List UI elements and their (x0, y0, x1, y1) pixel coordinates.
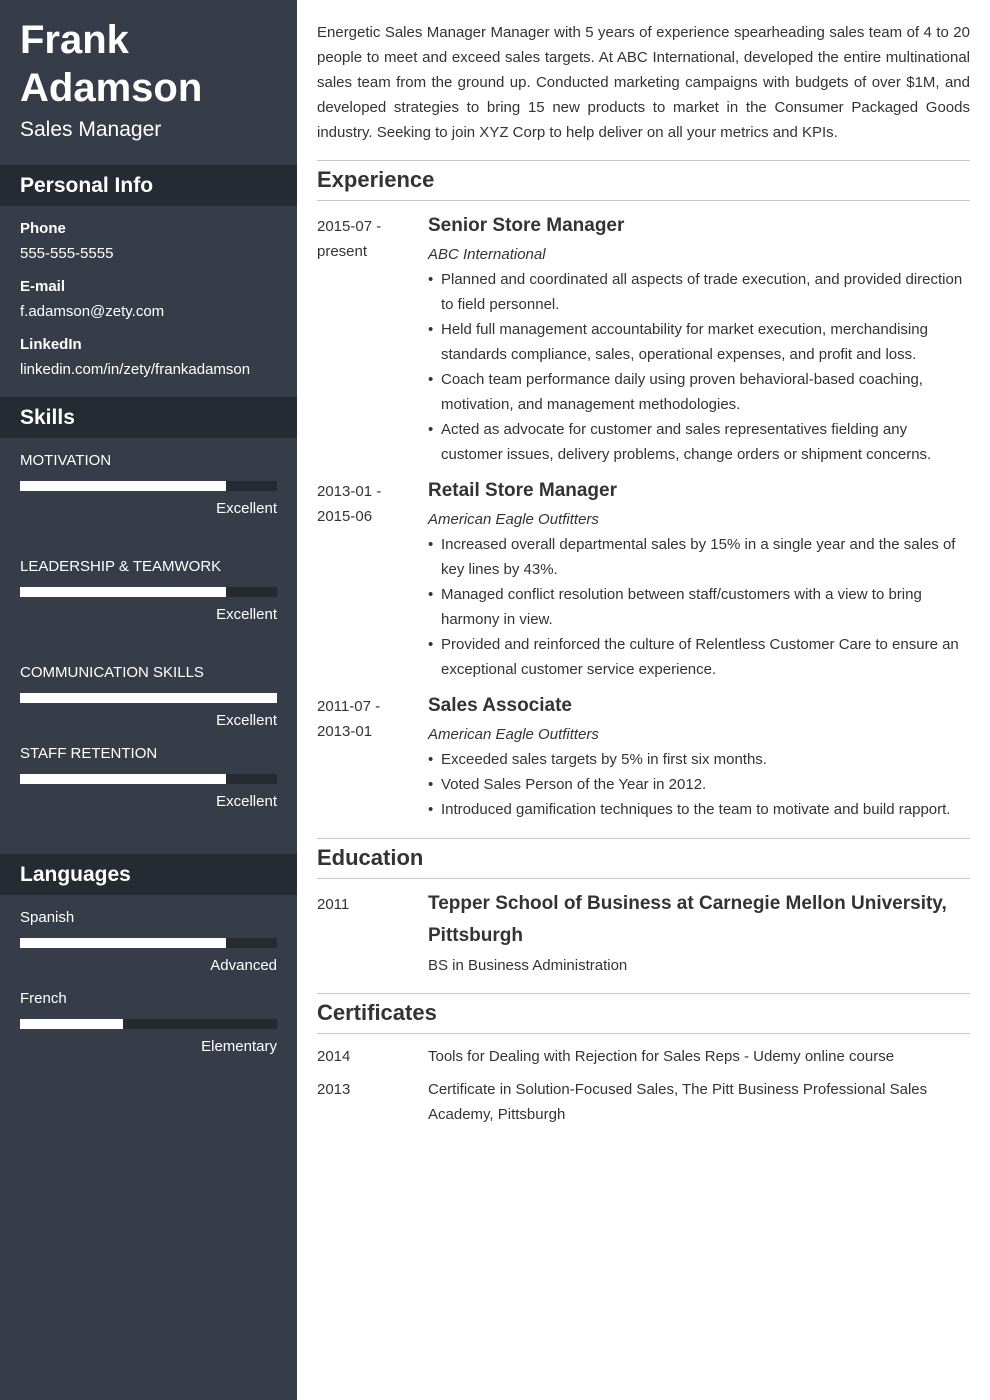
job-company: ABC International (428, 246, 546, 263)
skill-bar (20, 693, 277, 703)
languages-heading: Languages (0, 854, 297, 895)
job-date (317, 694, 417, 744)
job-bullet: • Increased overall departmental sales by 15% in a single year and the sales of key lines by 43%. (428, 532, 970, 582)
skill-bar-fill (20, 481, 226, 491)
job-entry (428, 693, 970, 822)
job-bullets (428, 267, 970, 467)
job-bullet: • Voted Sales Person of the Year in 2012. (428, 772, 970, 797)
skill-level: Excellent (216, 793, 277, 810)
job-bullet: • Held full management accountability for market execution, merchandising standards compliance, sales, operational expenses, and profit and loss. (428, 317, 970, 367)
summary: Energetic Sales Manager Manager with 5 years of experience spearheading sales team of 4 to 20 people to meet and exceed sales targets. At ABC International, developed the entire multinational sales team from the ground up. Conducted marketing campaigns with budgets of over $1M, and developed strategies to bring 15 new products to market in the Consumer Packaged Goods industry. Seeking to join XYZ Corp to help deliver on all your metrics and KPIs. (317, 24, 970, 141)
skill-level: Excellent (216, 712, 277, 729)
skill-level: Excellent (216, 500, 277, 517)
sidebar (0, 0, 297, 1400)
skill-name: STAFF RETENTION (20, 745, 158, 762)
info-value-email: f.adamson@zety.com (20, 303, 165, 320)
job-date-end: present (317, 243, 368, 260)
certificate-text: Certificate in Solution-Focused Sales, The Pitt Business Professional Sales Academy, Pittsburgh (428, 1081, 928, 1123)
education-entry (428, 888, 970, 978)
info-label-email: E-mail (20, 278, 66, 295)
job-title: Sales Manager (20, 118, 162, 141)
job-title: Retail Store Manager (428, 480, 617, 501)
job-bullet: • Provided and reinforced the culture of Relentless Customer Care to ensure an exceptional customer service experience. (428, 632, 970, 682)
info-value-linkedin: linkedin.com/in/zety/frankadamson (20, 361, 251, 378)
info-label-linkedin: LinkedIn (20, 336, 82, 353)
skill-bar-fill (20, 587, 226, 597)
language-level: Advanced (210, 957, 277, 974)
job-date-start: 2011-07 - (317, 698, 381, 715)
info-value-phone: 555-555-5555 (20, 245, 114, 262)
skills-heading: Skills (0, 397, 297, 438)
certificate-year: 2014 (317, 1048, 351, 1065)
language-bar (20, 938, 277, 948)
skill-bar (20, 587, 277, 597)
skill-name: COMMUNICATION SKILLS (20, 664, 204, 681)
job-bullet: • Coach team performance daily using proven behavioral-based coaching, motivation, and management methodologies. (428, 367, 970, 417)
education-school: Tepper School of Business at Carnegie Mellon University, Pittsburgh (428, 893, 947, 946)
job-bullet: • Planned and coordinated all aspects of trade execution, and provided direction to field personnel. (428, 267, 970, 317)
job-company: American Eagle Outfitters (428, 511, 599, 528)
language-name: French (20, 990, 67, 1007)
skill-bar (20, 481, 277, 491)
education-heading: Education (317, 838, 970, 879)
job-title: Sales Associate (428, 695, 572, 716)
education-year: 2011 (317, 896, 350, 913)
job-entry (428, 478, 970, 682)
last-name: Adamson (20, 66, 203, 110)
language-bar-fill (20, 938, 226, 948)
job-bullet: • Exceeded sales targets by 5% in first six months. (428, 747, 970, 772)
job-date-start: 2013-01 - (317, 483, 382, 500)
skill-level: Excellent (216, 606, 277, 623)
job-date-end: 2015-06 (317, 508, 373, 525)
job-title: Senior Store Manager (428, 215, 625, 236)
certificates-heading: Certificates (317, 993, 970, 1034)
experience-heading: Experience (317, 160, 970, 201)
job-bullet: • Acted as advocate for customer and sales representatives fielding any customer issues, delivery problems, change orders or shipment concerns. (428, 417, 970, 467)
info-label-phone: Phone (20, 220, 66, 237)
job-bullets (428, 747, 970, 822)
language-bar-fill (20, 1019, 123, 1029)
job-date-start: 2015-07 - (317, 218, 382, 235)
skill-bar (20, 774, 277, 784)
education-degree: BS in Business Administration (428, 957, 628, 974)
skill-bar-fill (20, 693, 277, 703)
job-date (317, 214, 417, 264)
language-name: Spanish (20, 909, 75, 926)
skill-bar-fill (20, 774, 226, 784)
first-name: Frank (20, 18, 129, 62)
job-company: American Eagle Outfitters (428, 726, 599, 743)
job-entry (428, 213, 970, 467)
certificate-text: Tools for Dealing with Rejection for Sales Reps - Udemy online course (428, 1048, 895, 1065)
language-level: Elementary (201, 1038, 277, 1055)
job-bullet: • Introduced gamification techniques to the team to motivate and build rapport. (428, 797, 970, 822)
language-bar (20, 1019, 277, 1029)
skill-name: LEADERSHIP & TEAMWORK (20, 558, 222, 575)
job-bullet: • Managed conflict resolution between staff/customers with a view to bring harmony in view. (428, 582, 970, 632)
job-date (317, 479, 417, 529)
personal-info-heading: Personal Info (0, 165, 297, 206)
job-bullets (428, 532, 970, 682)
skill-name: MOTIVATION (20, 452, 112, 469)
job-date-end: 2013-01 (317, 723, 373, 740)
certificate-year: 2013 (317, 1081, 351, 1098)
full-name (0, 0, 297, 112)
